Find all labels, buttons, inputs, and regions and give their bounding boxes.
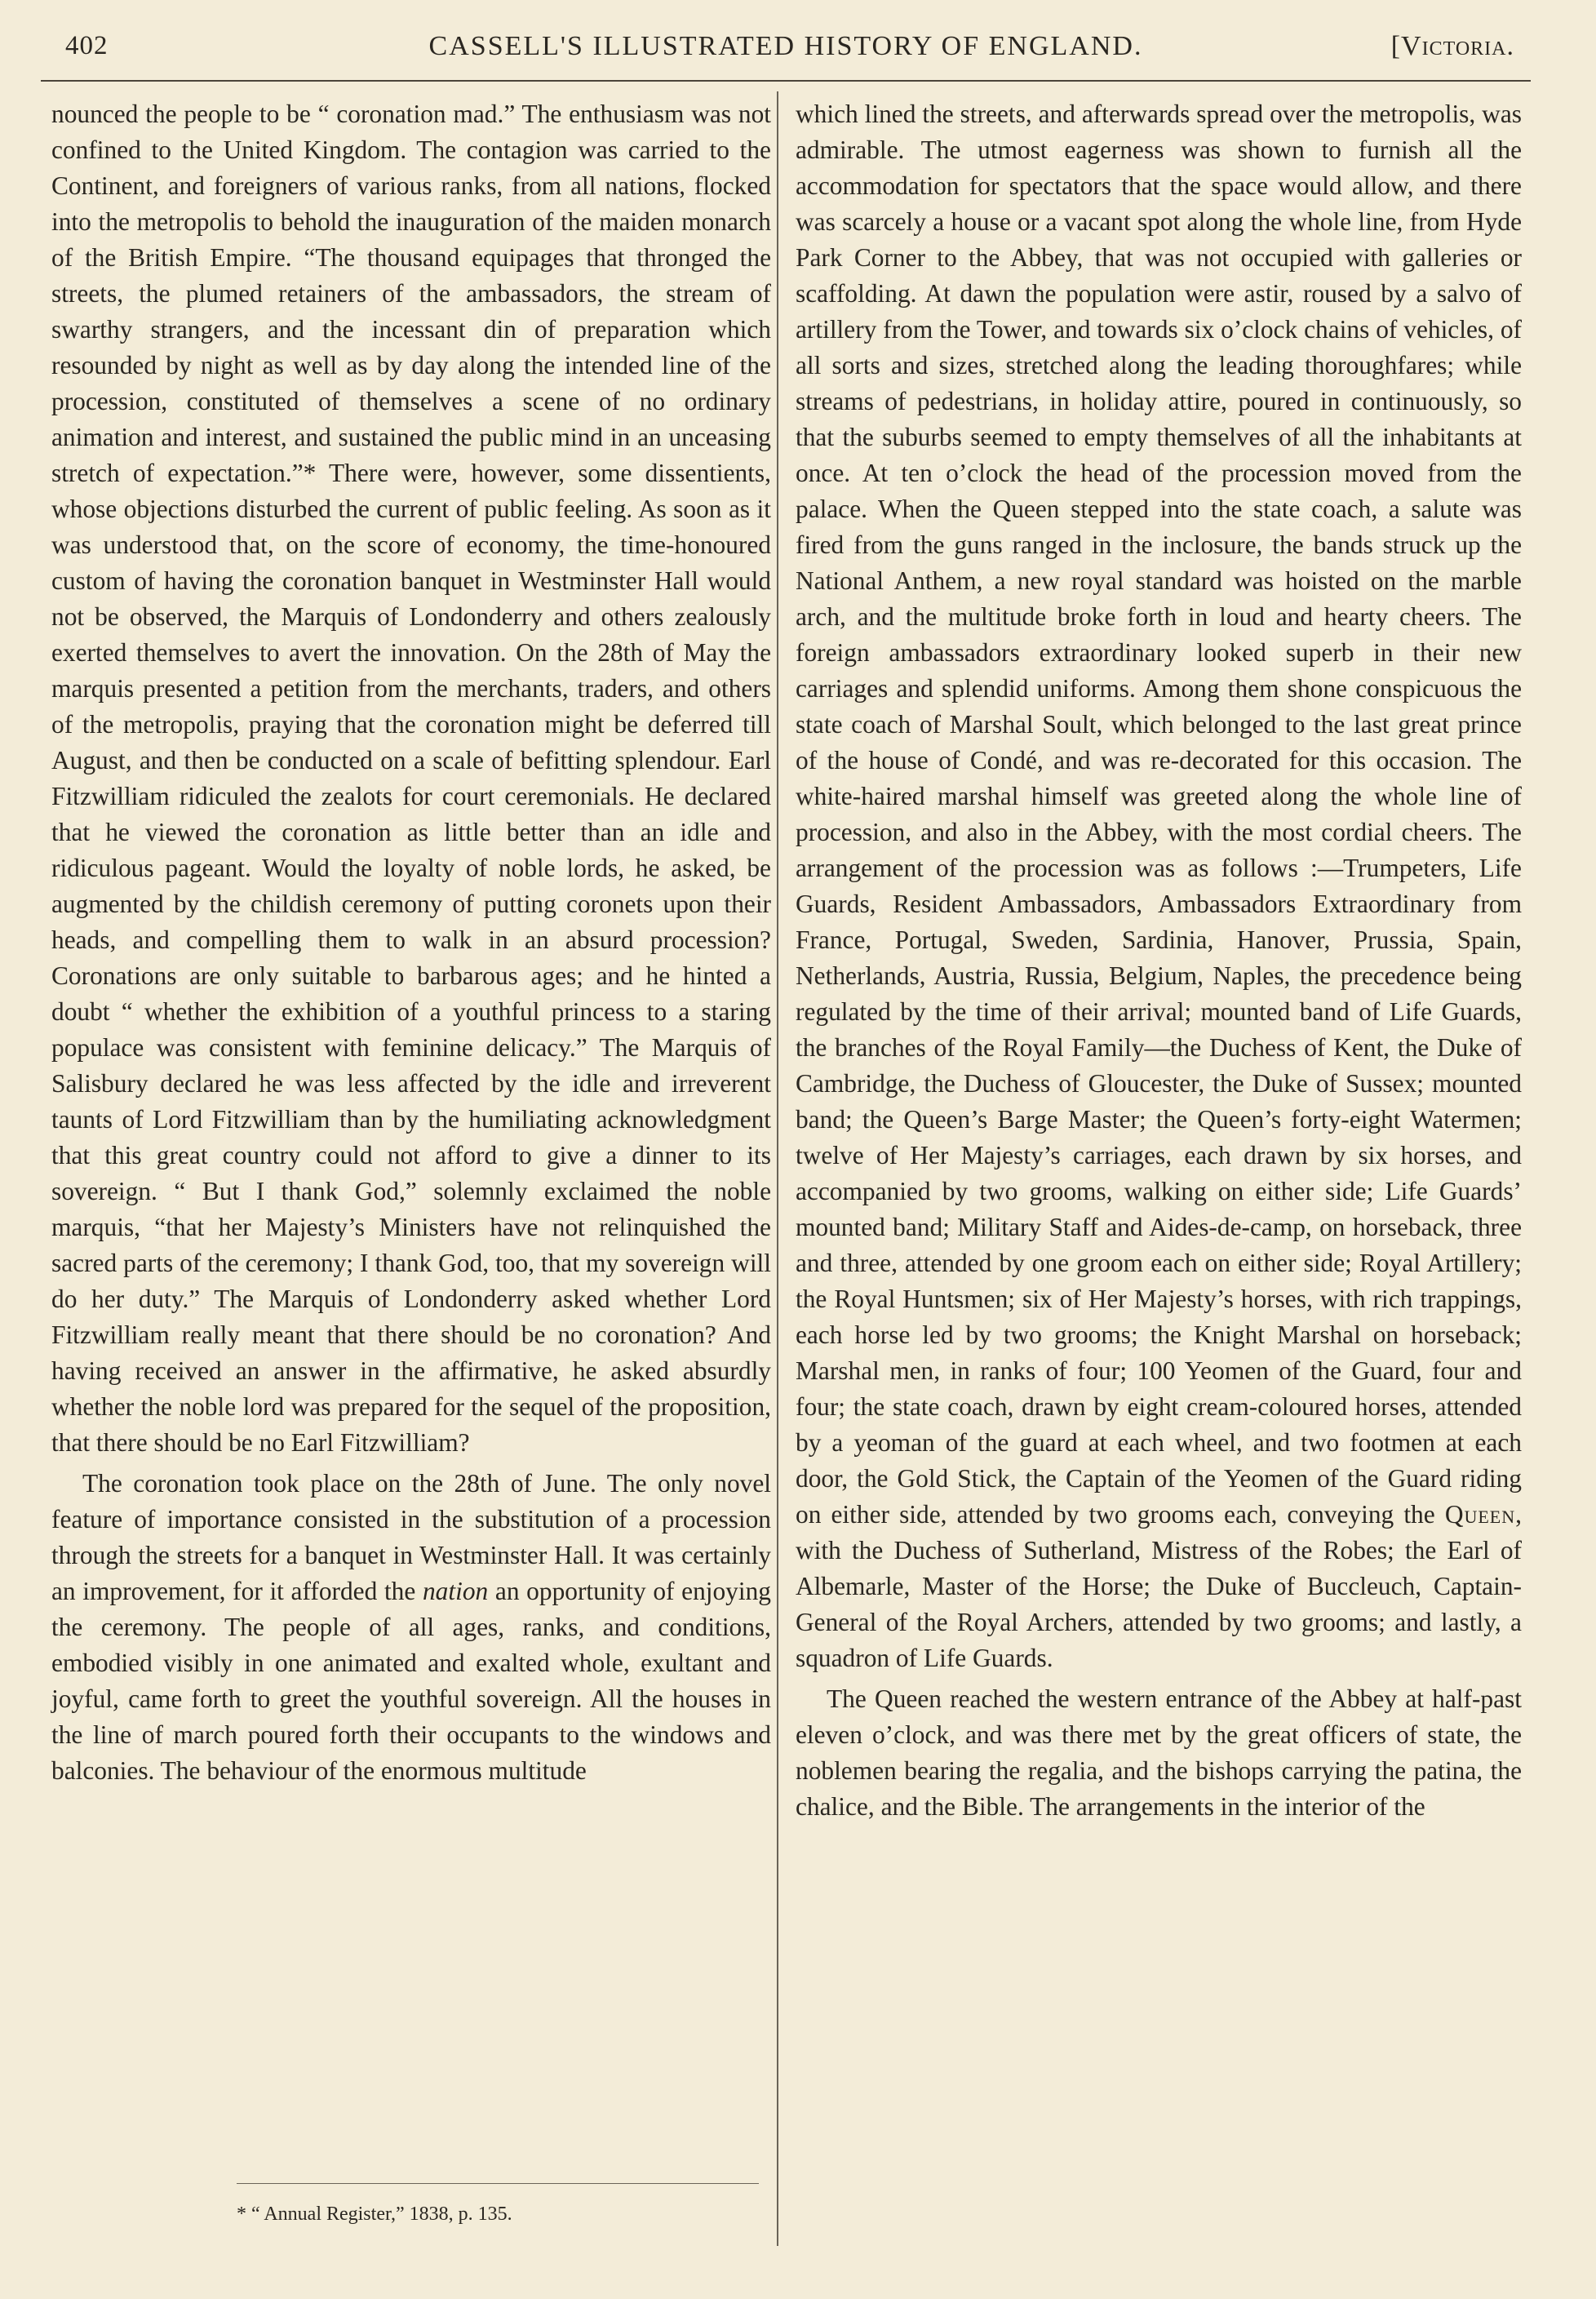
section-label: [Victoria.	[1390, 31, 1514, 61]
page-number: 402	[65, 31, 109, 60]
header-rule	[41, 80, 1531, 82]
right-column	[796, 96, 1522, 1825]
left-paragraph-2	[51, 1466, 771, 1789]
running-header	[57, 26, 1514, 67]
right-paragraph-2: The Queen reached the western entrance of the Abbey at half-past eleven o’clock, and was there met by the great officers of state, the noblemen bearing the regalia, and the bishops carrying the patina, the chalice, and the Bible. The arrangements in the interior of the	[796, 1684, 1522, 1821]
column-divider	[777, 91, 778, 2246]
left-paragraph-1: nounced the people to be “ coronation mad.” The enthusiasm was not confined to the United Kingdom. The contagion was carried to the Continent, and foreigners of various ranks, from all nations, flocked into the metropolis to behold the inauguration of the maiden monarch of the British Empire. “The thousand equipages that thronged the streets, the plumed retainers of the ambassadors, the stream of swarthy strangers, and the incessant din of preparation which resounded by night as well as by day along the intended line of the procession, constituted of themselves a scene of no ordinary animation and interest, and sustained the public mind in an unceasing stretch of expectation.”* There were, however, some dissentients, whose objections disturbed the current of public feeling. As soon as it was understood that, on the score of economy, the time-honoured custom of having the coronation banquet in Westminster Hall would not be observed, the Marquis of Londonderry and others zealously exerted themselves to avert the innovation. On the 28th of May the marquis presented a petition from the merchants, traders, and others of the metropolis, praying that the coronation might be deferred till August, and then be conducted on a scale of befitting splendour. Earl Fitzwilliam ridiculed the zealots for court ceremonials. He declared that he viewed the coronation as little better than an idle and ridiculous pageant. Would the loyalty of noble lords, he asked, be augmented by the childish ceremony of putting coronets upon their heads, and compelling them to walk in an absurd procession? Coronations are only suitable to barbarous ages; and he hinted a doubt “ whether the exhibition of a youthful princess to a staring populace was consistent with feminine delicacy.” The Marquis of Salisbury declared he was less affected by the idle and irreverent taunts of Lord Fitzwilliam than by the humiliating acknowledgment that this great country could not afford to give a dinner to its sovereign. “ But I thank God,” solemnly exclaimed the noble marquis, “that her Majesty’s Ministers have not relinquished the sacred parts of the ceremony; I thank God, too, that my sovereign will do her duty.” The Marquis of Londonderry asked whether Lord Fitzwilliam really meant that there should be no coronation? And having received an answer in the affirmative, he asked absurdly whether the noble lord was prepared for the sequel of the proposition, that there should be no Earl Fitzwilliam?	[51, 100, 771, 1457]
right-paragraph-1	[796, 96, 1522, 1676]
book-title: CASSELL'S ILLUSTRATED HISTORY OF ENGLAND.	[428, 31, 1143, 61]
footnote-rule	[237, 2183, 759, 2184]
right-paragraph-1-text-a: which lined the streets, and afterwards spread over the metropolis, was admirable. The utmost eagerness was shown to furnish all the accommodation for spectators that the space would allow, and there was scarcely a house or a vacant spot along the whole line, from Hyde Park Corner to the Abbey, that was not occupied with galleries or scaffolding. At dawn the population were astir, roused by a salvo of artillery from the Tower, and towards six o’clock chains of vehicles, of all sorts and sizes, stretched along the leading thoroughfares; while streams of pedestrians, in holiday attire, poured in continuously, so that the suburbs seemed to empty themselves of all the inhabitants at once. At ten o’clock the head of the procession moved from the palace. When the Queen stepped into the state coach, a salute was fired from the guns ranged in the inclosure, the bands struck up the National Anthem, a new royal standard was hoisted on the marble arch, and the multitude broke forth in loud and hearty cheers. The foreign ambassadors extraordinary looked superb in their new carriages and splendid uniforms. Among them shone conspicuous the state coach of Marshal Soult, which belonged to the last great prince of the house of Condé, and was re-decorated for this occasion. The white-haired marshal himself was greeted along the whole line of procession, and also in the Abbey, with the most cordial cheers. The arrangement of the procession was as follows :—Trumpeters, Life Guards, Resident Ambassadors, Ambassadors Extraordinary from France, Portugal, Sweden, Sardinia, Hanover, Prussia, Spain, Netherlands, Austria, Russia, Belgium, Naples, the precedence being regulated by the time of their arrival; mounted band of Life Guards, the branches of the Royal Family—the Duchess of Kent, the Duke of Cambridge, the Duchess of Gloucester, the Duke of Sussex; mounted band; the Queen’s Barge Master; the Queen’s forty-eight Watermen; twelve of Her Majesty’s carriages, each drawn by six horses, and accompanied by two grooms, walking on either side; Life Guards’ mounted band; Military Staff and Aides-de-camp, on horseback, three and three, attended by one groom each on either side; Royal Artillery; the Royal Huntsmen; six of Her Majesty’s horses, with rich trappings, each horse led by two grooms; the Knight Marshal on horseback; Marshal men, in ranks of four; 100 Yeomen of the Guard, four and four; the state coach, drawn by eight cream-coloured horses, attended by a yeoman of the guard at each wheel, and two footmen at each door, the Gold Stick, the Captain of the Yeomen of the Guard riding on either side, attended by two grooms each, conveying the	[796, 100, 1522, 1529]
left-paragraph-2-text-b: an opportunity of enjoying the ceremony. The people of all ages, ranks, and conditions, embodied visibly in one animated and exalted whole, exultant and joyful, came forth to greet the youthful sovereign. All the houses in the line of march poured forth their occupants to the windows and balconies. The behaviour of the enormous multitude	[51, 1577, 771, 1785]
right-paragraph-1-text-b: , with the Duchess of Sutherland, Mistress of the Robes; the Earl of Albemarle, Master of the Horse; the Duke of Buccleuch, Captain-General of the Royal Archers, attended by two grooms; and lastly, a squadron of Life Guards.	[796, 1500, 1522, 1672]
left-paragraph-2-italic: nation	[422, 1577, 489, 1605]
footnote: * “ Annual Register,” 1838, p. 135.	[237, 2204, 512, 2225]
right-paragraph-1-smallcaps: Queen	[1444, 1500, 1516, 1529]
left-column	[51, 96, 771, 1789]
left-paragraph-2-text-a: The coronation took place on the 28th of June. The only novel feature of importance consisted in the substitution of a procession through the streets for a banquet in Westminster Hall. It was certainly an improvement, for it afforded the	[51, 1469, 771, 1605]
